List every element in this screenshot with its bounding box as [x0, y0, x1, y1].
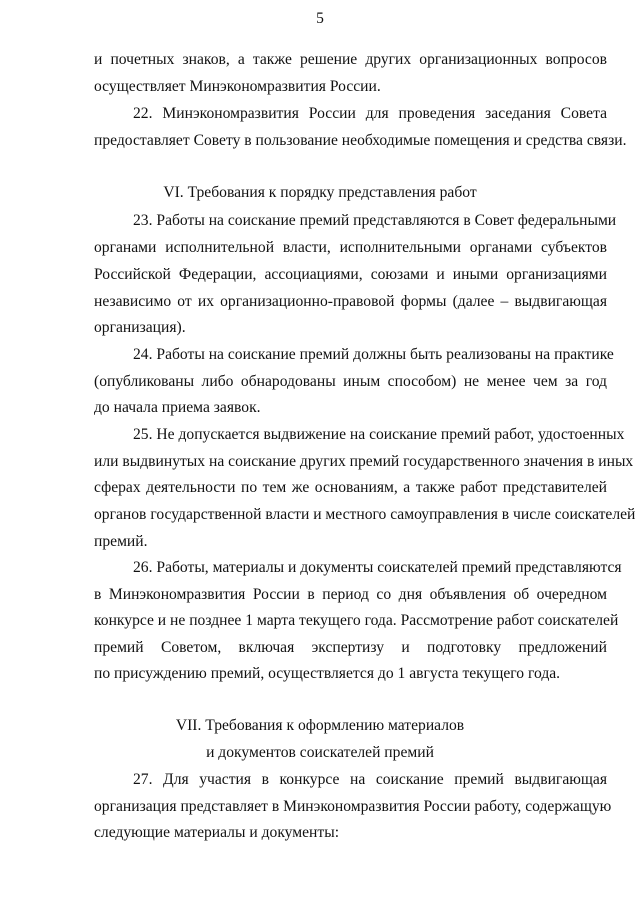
paragraph-23-line: органами исполнительной власти, исполнительными органами субъектов — [94, 239, 607, 256]
paragraph-25-line: премий. — [94, 533, 148, 550]
paragraph-line: осуществляет Минэкономразвития России. — [94, 78, 381, 95]
paragraph-25-line: органов государственной власти и местного самоуправления в числе соискателей — [94, 506, 636, 523]
paragraph-25-line: сферах деятельности по тем же основаниям, а также работ представителей — [94, 479, 607, 496]
paragraph-23-line: независимо от их организационно-правовой формы (далее – выдвигающая — [94, 293, 607, 310]
paragraph-27-line: 27. Для участия в конкурсе на соискание премий выдвигающая — [133, 771, 607, 788]
page-number: 5 — [316, 10, 324, 27]
paragraph-24-line: 24. Работы на соискание премий должны быть реализованы на практике — [133, 346, 614, 363]
paragraph-26-line: 26. Работы, материалы и документы соискателей премий представляются — [133, 559, 622, 576]
paragraph-22-line: 22. Минэкономразвития России для проведения заседания Совета — [133, 105, 607, 122]
section-heading-vii: и документов соискателей премий — [206, 744, 434, 761]
paragraph-line: и почетных знаков, а также решение других организационных вопросов — [94, 51, 607, 68]
paragraph-23-line: организация). — [94, 319, 186, 336]
paragraph-23-line: 23. Работы на соискание премий представляются в Совет федеральными — [133, 212, 617, 229]
paragraph-22-line: предоставляет Совету в пользование необходимые помещения и средства связи. — [94, 132, 627, 149]
paragraph-26-line: конкурсе и не позднее 1 марта текущего года. Рассмотрение работ соискателей — [94, 612, 619, 629]
paragraph-27-line: организация представляет в Минэкономразвития России работу, содержащую — [94, 798, 612, 815]
paragraph-23-line: Российской Федерации, ассоциациями, союзами и иными организациями — [94, 266, 607, 283]
paragraph-26-line: по присуждению премий, осуществляется до 1 августа текущего года. — [94, 665, 561, 682]
paragraph-26-line: в Минэкономразвития России в период со дня объявления об очередном — [94, 586, 607, 603]
paragraph-25-line: или выдвинутых на соискание других премий государственного значения в иных — [94, 453, 634, 470]
section-heading-vi: VI. Требования к порядку представления работ — [163, 184, 477, 201]
paragraph-24-line: до начала приема заявок. — [94, 399, 261, 416]
paragraph-24-line: (опубликованы либо обнародованы иным способом) не менее чем за год — [94, 373, 607, 390]
paragraph-26-line: премий Советом, включая экспертизу и подготовку предложений — [94, 639, 607, 656]
section-heading-vii: VII. Требования к оформлению материалов — [175, 717, 465, 734]
paragraph-27-line: следующие материалы и документы: — [94, 824, 340, 841]
paragraph-25-line: 25. Не допускается выдвижение на соискание премий работ, удостоенных — [133, 426, 625, 443]
